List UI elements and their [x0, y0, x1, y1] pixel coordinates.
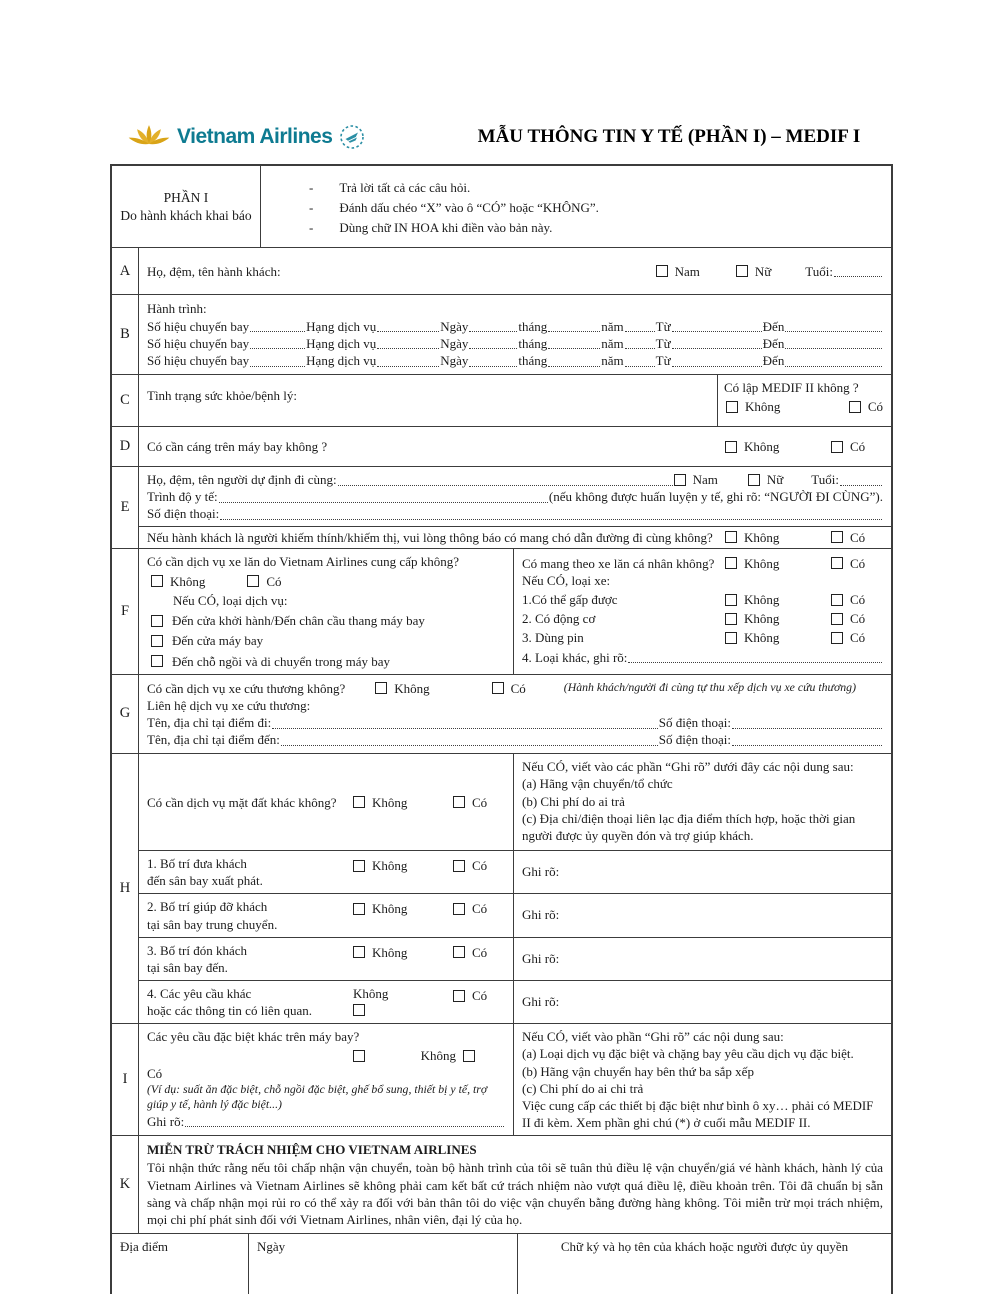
wheelchair-no-option: Không — [151, 573, 205, 590]
item-3-yes-checkbox[interactable] — [453, 946, 465, 958]
brand-name: Vietnam Airlines — [177, 125, 333, 148]
row-D — [112, 426, 891, 466]
own-wheelchair-if-yes-label: Nếu CÓ, loại xe: — [522, 572, 611, 588]
wheelchair-other-label: 4. Loại khác, ghi rõ: — [522, 649, 628, 665]
instruction-item: - Dùng chữ IN HOA khi điền vào bản này. — [309, 220, 553, 236]
row-E — [112, 466, 891, 548]
part-sublabel: Do hành khách khai báo — [120, 207, 252, 223]
flight-segment-line: Số hiệu chuyến bay Hạng dịch vụ Ngày tháng năm Từ Đến — [147, 318, 883, 335]
item-3-no-checkbox[interactable] — [353, 946, 365, 958]
gender-male-option: Nam — [656, 263, 700, 280]
itinerary-label: Hành trình: — [147, 301, 207, 317]
ambulance-note: (Hành khách/người đi cùng tự thu xếp dịch vụ xe cứu thương) — [563, 680, 857, 695]
medif-form-table — [110, 164, 893, 1294]
wheelchair-yes-option: Có — [247, 573, 281, 590]
ground-service-question-cell — [139, 754, 514, 850]
ambulance-to-line — [147, 731, 883, 748]
form-header — [110, 122, 893, 152]
liability-waiver-body: Tôi nhận thức rằng nếu tôi chấp nhận vận chuyển, toàn bộ hành trình của tôi sẽ tuân thủ điều lệ vận chuyển/giá vé hành khách, hành lý của Vietnam Airlines và Vietnam Airlines sẽ không phải cam kết bất cứ trách nhiệm nào vượt quá điều lệ, điều khoản trên. Tôi đã chuẩn bị sẵn sàng và chấp nhận mọi rủi ro có thể xảy ra đối với bản thân tôi do việc vận chuyển bằng đường hàng không. Tôi miễn trừ mọi trách nhiệm, mọi chi phí phát sinh đối với Vietnam Airlines, nhân viên, đại lý của họ. — [147, 1160, 883, 1227]
ground-service-no-option: Không — [353, 794, 453, 811]
special-request-instructions: Nếu CÓ, viết vào phần “Ghi rõ” các nội dung sau: (a) Loại dịch vụ đặc biệt và chặng bay yêu cầu dịch vụ đặc biệt. (b) Hãng vận chuyển hay bên thứ ba sắp xếp (c) Chi phí do ai chi trả Việc cung cấp các thiết bị đặc biệt như bình ô xy… phải có MEDIF II đi kèm. Xem phần ghi chú (*) ở cuối mẫu MEDIF II. — [522, 1029, 874, 1131]
wheelchair-option-3-checkbox[interactable] — [151, 655, 163, 667]
wheelchair-no-checkbox[interactable] — [151, 575, 163, 587]
class-field[interactable] — [377, 355, 439, 367]
ambulance-phone-label: Số điện thoại: — [658, 714, 731, 730]
ambulance-phone-label: Số điện thoại: — [658, 732, 731, 748]
own-wheelchair-no-option: Không — [725, 555, 831, 572]
ground-service-yes-checkbox[interactable] — [453, 796, 465, 808]
row-A — [112, 247, 891, 294]
row-letter-B: B — [112, 295, 139, 374]
to-field[interactable] — [785, 320, 882, 332]
ambulance-to-label: Tên, địa chỉ tại điểm đến: — [147, 732, 280, 748]
own-wheelchair-yes-checkbox[interactable] — [831, 557, 843, 569]
day-field[interactable] — [469, 320, 517, 332]
special-request-yn-line: Không — [147, 1047, 505, 1064]
signature-cell[interactable] — [518, 1234, 891, 1294]
bullet-dash: - — [309, 200, 314, 216]
year-field[interactable] — [625, 320, 655, 332]
type-3-no-option: Không — [725, 629, 831, 646]
ambulance-from-line — [147, 714, 883, 731]
stretcher-no-checkbox[interactable] — [725, 441, 737, 453]
companion-age-label: Tuổi: — [811, 472, 839, 488]
wheelchair-type-1-line: 1.Có thể gấp được Không Có — [522, 591, 883, 608]
day-field[interactable] — [469, 337, 517, 349]
row-letter-I: I — [112, 1024, 139, 1135]
stretcher-yes-checkbox[interactable] — [831, 441, 843, 453]
companion-male-checkbox[interactable] — [674, 474, 686, 486]
wheelchair-yes-checkbox[interactable] — [247, 575, 259, 587]
row-B-cell — [139, 295, 891, 374]
row-letter-D: D — [112, 427, 139, 466]
bullet-dash: - — [309, 220, 314, 236]
type-2-no-checkbox[interactable] — [725, 613, 737, 625]
ambulance-yes-checkbox[interactable] — [492, 682, 504, 694]
male-checkbox[interactable] — [656, 265, 668, 277]
ambulance-contact-label: Liên hệ dịch vụ xe cứu thương: — [147, 697, 311, 713]
ground-service-instructions: Nếu CÓ, viết vào các phần “Ghi rõ” dưới đây các nội dung sau: (a) Hãng vận chuyển/tổ chức (b) Chi phí do ai trả (c) Địa chỉ/điện thoại liên lạc địa điểm thích hợp, hoặc thời gian người được ủy quyền đón và trợ giúp khách. — [522, 759, 856, 843]
row-intro — [112, 166, 891, 247]
row-letter-H: H — [112, 754, 139, 1023]
companion-male-option: Nam — [674, 471, 718, 488]
special-request-specify-field[interactable] — [185, 1115, 504, 1127]
skyteam-icon — [339, 124, 365, 150]
row-A-cell — [139, 248, 891, 294]
place-cell[interactable] — [112, 1234, 249, 1294]
companion-female-checkbox[interactable] — [748, 474, 760, 486]
ground-service-yes-option: Có — [453, 794, 505, 811]
from-field[interactable] — [672, 320, 762, 332]
ground-service-item-2 — [139, 893, 891, 936]
companion-name-line — [147, 471, 883, 488]
medif2-no-option: Không — [726, 398, 780, 415]
row-G — [112, 674, 891, 754]
year-field[interactable] — [625, 355, 655, 367]
row-letter-E: E — [112, 467, 139, 548]
type-1-yes-checkbox[interactable] — [831, 594, 843, 606]
ambulance-no-option: Không — [375, 680, 429, 697]
age-field[interactable] — [834, 265, 882, 277]
special-request-yes-label: Có — [147, 1065, 163, 1081]
own-wheelchair-cell — [514, 549, 891, 674]
type-1-yes-option: Có — [831, 591, 883, 608]
ground-service-question: Có cần dịch vụ mặt đất khác không? — [147, 794, 337, 810]
part-label: PHẦN I — [163, 189, 209, 205]
ambulance-from-field[interactable] — [272, 717, 658, 729]
phone-line — [147, 505, 883, 522]
item-4-yes-option: Có — [453, 987, 505, 1004]
special-request-no-checkbox[interactable] — [463, 1050, 475, 1062]
month-field[interactable] — [548, 355, 600, 367]
wheelchair-type-2-line: 2. Có động cơ Không Có — [522, 610, 883, 627]
stretcher-cell — [139, 427, 891, 466]
medical-level-field[interactable] — [219, 491, 548, 503]
liability-waiver-title: MIỄN TRỪ TRÁCH NHIỆM CHO VIETNAM AIRLINES — [147, 1142, 477, 1158]
ground-service-item-3 — [139, 937, 891, 980]
ground-service-item-1 — [139, 850, 891, 893]
signature-label: Chữ ký và họ tên của khách hoặc người được ủy quyền — [560, 1239, 849, 1255]
row-signature — [112, 1233, 891, 1294]
own-wheelchair-yes-option: Có — [831, 555, 883, 572]
companion-age-field[interactable] — [840, 474, 882, 486]
guide-dog-yes-checkbox[interactable] — [831, 531, 843, 543]
gender-female-option: Nữ — [736, 263, 771, 280]
row-F — [112, 548, 891, 674]
from-field[interactable] — [672, 337, 762, 349]
medif2-yes-option: Có — [849, 398, 883, 415]
date-label: Ngày — [257, 1239, 286, 1255]
item-2-specify-cell: Ghi rõ: — [522, 907, 560, 923]
bullet-dash: - — [309, 180, 314, 195]
flight-number-field[interactable] — [250, 320, 305, 332]
medif2-yes-checkbox[interactable] — [849, 401, 861, 413]
companion-female-option: Nữ — [748, 471, 783, 488]
month-field[interactable] — [548, 320, 600, 332]
row-B — [112, 294, 891, 374]
stretcher-question: Có cần cáng trên máy bay không ? — [147, 439, 328, 455]
guide-dog-subrow — [139, 526, 891, 548]
medical-level-label: Trình độ y tế: — [147, 489, 218, 505]
row-letter-G: G — [112, 675, 139, 754]
row-H — [112, 753, 891, 1023]
medif2-question: Có lập MEDIF II không ? — [724, 380, 859, 396]
type-2-yes-checkbox[interactable] — [831, 613, 843, 625]
flight-segment-line: Số hiệu chuyến bay Hạng dịch vụ Ngày tháng năm Từ Đến — [147, 335, 883, 352]
wheelchair-option-1: Đến cửa khởi hành/Đến chân cầu thang máy bay — [147, 612, 505, 629]
special-request-question: Các yêu cầu đặc biệt khác trên máy bay? — [147, 1029, 360, 1045]
item-4-no-option: Không — [353, 985, 453, 1016]
date-cell[interactable] — [249, 1234, 518, 1294]
type-3-no-checkbox[interactable] — [725, 632, 737, 644]
row-letter-C: C — [112, 375, 139, 426]
item-2-yes-checkbox[interactable] — [453, 903, 465, 915]
wheelchair-option-2-checkbox[interactable] — [151, 635, 163, 647]
ambulance-from-phone-field[interactable] — [732, 717, 882, 729]
ambulance-question-line — [147, 680, 883, 697]
wheelchair-service-question: Có cần dịch vụ xe lăn do Vietnam Airlines cung cấp không? — [147, 553, 459, 569]
type-2-yes-option: Có — [831, 610, 883, 627]
ambulance-no-checkbox[interactable] — [375, 682, 387, 694]
item-1-no-option: Không — [353, 857, 453, 874]
item-3-yes-option: Có — [453, 944, 505, 961]
stretcher-no-option: Không — [725, 438, 831, 455]
wheelchair-option-2: Đến cửa máy bay — [147, 632, 505, 649]
stretcher-yes-option: Có — [831, 438, 883, 455]
wheelchair-if-yes-label: Nếu CÓ, loại dịch vụ: — [173, 593, 288, 609]
item-3-specify-cell: Ghi rõ: — [522, 950, 560, 966]
special-request-yes-checkbox[interactable] — [353, 1050, 365, 1062]
liability-waiver-cell — [139, 1136, 891, 1233]
flight-number-field[interactable] — [250, 337, 305, 349]
wheelchair-service-yn-line — [147, 573, 505, 590]
wheelchair-service-cell — [139, 549, 514, 674]
ground-service-no-checkbox[interactable] — [353, 796, 365, 808]
month-field[interactable] — [548, 337, 600, 349]
type-3-yes-option: Có — [831, 629, 883, 646]
row-C — [112, 374, 891, 426]
page-title: MẪU THÔNG TIN Y TẾ (PHẦN I) – MEDIF I — [477, 126, 861, 147]
companion-name-label: Họ, đệm, tên người dự định đi cùng: — [147, 472, 337, 488]
special-request-cell — [139, 1024, 514, 1135]
type-1-no-option: Không — [725, 591, 831, 608]
item-4-specify-cell: Ghi rõ: — [522, 994, 560, 1009]
guide-dog-no-checkbox[interactable] — [725, 531, 737, 543]
item-1-cell: 1. Bố trí đưa khách đến sân bay xuất phát. Không Có — [139, 851, 514, 893]
day-field[interactable] — [469, 355, 517, 367]
part-label-cell — [112, 166, 261, 247]
passenger-name-label: Họ, đệm, tên hành khách: — [147, 263, 281, 279]
ambulance-yes-option: Có — [492, 680, 526, 697]
phone-label: Số điện thoại: — [147, 506, 220, 522]
from-field[interactable] — [672, 355, 762, 367]
ambulance-to-field[interactable] — [281, 734, 658, 746]
wheelchair-type-3-line: 3. Dùng pin Không Có — [522, 629, 883, 646]
item-2-no-option: Không — [353, 900, 453, 917]
item-4-yes-checkbox[interactable] — [453, 990, 465, 1002]
item-3-no-option: Không — [353, 944, 453, 961]
type-3-yes-checkbox[interactable] — [831, 632, 843, 644]
row-I — [112, 1023, 891, 1135]
lotus-icon — [128, 122, 170, 152]
wheelchair-option-3: Đến chỗ ngồi và di chuyển trong máy bay — [147, 653, 505, 670]
row-letter-A: A — [112, 248, 139, 294]
companion-name-field[interactable] — [338, 474, 673, 486]
place-label: Địa điểm — [120, 1239, 169, 1255]
row-letter-K: K — [112, 1136, 139, 1233]
ambulance-from-label: Tên, địa chỉ tại điểm đi: — [147, 714, 272, 730]
special-request-examples: (Ví dụ: suất ăn đặc biệt, chỗ ngồi đặc biệt, ghế bổ sung, thiết bị y tế, trợ giúp y tế, hành lý đặc biệt...) — [147, 1081, 488, 1112]
age-label: Tuổi: — [805, 263, 833, 279]
flight-segment-line: Số hiệu chuyến bay Hạng dịch vụ Ngày tháng năm Từ Đến — [147, 352, 883, 369]
type-1-no-checkbox[interactable] — [725, 594, 737, 606]
item-4-no-checkbox[interactable] — [353, 1004, 365, 1016]
guide-dog-no-option: Không — [725, 529, 831, 546]
item-1-no-checkbox[interactable] — [353, 860, 365, 872]
own-wheelchair-question: Có mang theo xe lăn cá nhân không? — [522, 555, 715, 571]
instructions-cell — [261, 166, 891, 247]
row-K — [112, 1135, 891, 1233]
guide-dog-yes-option: Có — [831, 529, 883, 546]
medif2-cell — [718, 375, 891, 426]
item-4-cell: 4. Các yêu cầu khác hoặc các thông tin có liên quan. Không Có — [139, 981, 514, 1023]
item-1-yes-checkbox[interactable] — [453, 860, 465, 872]
female-checkbox[interactable] — [736, 265, 748, 277]
class-field[interactable] — [377, 320, 439, 332]
item-2-cell: 2. Bố trí giúp đỡ khách tại sân bay trung chuyển. Không Có — [139, 894, 514, 936]
medical-level-note: (nếu không được huấn luyện y tế, ghi rõ: “NGƯỜI ĐI CÙNG”). — [548, 489, 883, 505]
ground-service-header-row — [139, 754, 891, 850]
companion-cell — [139, 467, 891, 548]
year-field[interactable] — [625, 337, 655, 349]
instruction-item: - Trả lời tất cả các câu hỏi. — [309, 180, 471, 195]
form-content — [110, 122, 893, 1294]
row-letter-F: F — [112, 549, 139, 674]
phone-field[interactable] — [220, 508, 882, 520]
guide-dog-question: Nếu hành khách là người khiếm thính/khiếm thị, vui lòng thông báo có mang chó dẫn đường đi cùng không? — [147, 529, 713, 545]
item-3-cell: 3. Bố trí đón khách tại sân bay đến. Không Có — [139, 938, 514, 980]
wheelchair-other-field[interactable] — [628, 651, 882, 663]
item-2-yes-option: Có — [453, 900, 505, 917]
to-field[interactable] — [785, 355, 882, 367]
class-field[interactable] — [377, 337, 439, 349]
medif2-no-checkbox[interactable] — [726, 401, 738, 413]
health-status-label: Tình trạng sức khỏe/bệnh lý: — [147, 388, 298, 404]
instruction-item: - Đánh dấu chéo “X” vào ô “CÓ” hoặc “KHÔNG”. — [309, 200, 599, 216]
health-status-cell — [139, 375, 718, 426]
to-field[interactable] — [785, 337, 882, 349]
item-1-specify-cell: Ghi rõ: — [522, 864, 560, 880]
ambulance-question: Có cần dịch vụ xe cứu thương không? — [147, 680, 346, 696]
ground-service-item-4 — [139, 980, 891, 1023]
special-request-specify-line: Ghi rõ: — [147, 1113, 505, 1130]
flight-number-field[interactable] — [250, 355, 305, 367]
own-wheelchair-no-checkbox[interactable] — [725, 557, 737, 569]
wheelchair-option-1-checkbox[interactable] — [151, 615, 163, 627]
ambulance-cell — [139, 675, 891, 754]
item-2-no-checkbox[interactable] — [353, 903, 365, 915]
type-2-no-option: Không — [725, 610, 831, 627]
own-wheelchair-question-line — [522, 555, 883, 572]
medical-level-line — [147, 488, 883, 505]
item-1-yes-option: Có — [453, 857, 505, 874]
ambulance-to-phone-field[interactable] — [732, 734, 882, 746]
wheelchair-other-line — [522, 649, 883, 666]
vietnam-airlines-logo — [128, 122, 365, 152]
